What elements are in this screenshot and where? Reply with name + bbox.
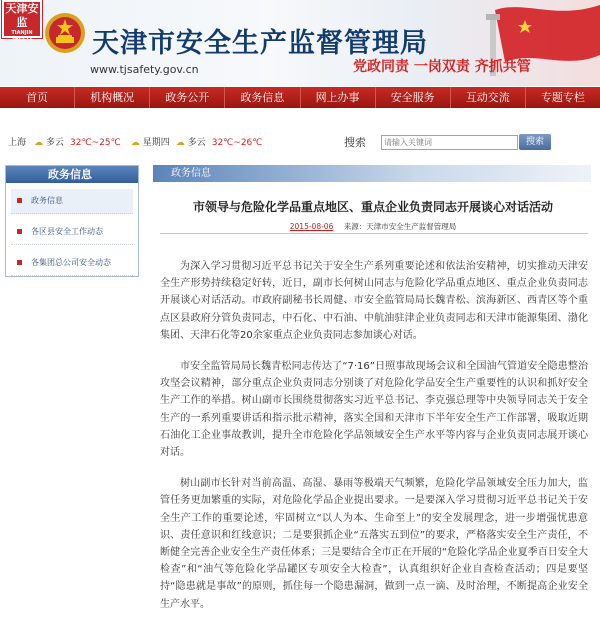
bullet-icon (17, 198, 22, 203)
weather-condition: 多云 (187, 138, 206, 148)
sun-cloud-icon: ☁ (34, 138, 44, 148)
sidebar-item-label: 各区县安全工作动态 (31, 227, 103, 236)
site-stamp-logo (2, 0, 42, 42)
sidebar-item-district-dynamics[interactable] (11, 220, 133, 245)
article-meta (153, 221, 593, 232)
search-input[interactable] (381, 135, 518, 150)
article-source: 来源：天津市安全生产监督管理局 (343, 222, 457, 231)
weather-condition: 多云 (46, 138, 65, 148)
sidebar-item-government-info[interactable] (11, 189, 133, 214)
article-paragraph: 为深入学习贯彻习近平总书记关于安全生产系列重要论述和依法治安精神，切实推动天津安全生产形势持续稳定好转，近日，副市长何树山同志与危险化学品重点地区、重点企业负责同志开展谈心对话活动。市政府副秘书长周健、市安全监管局局长魏青松、滨海新区、西青区等个重点区县政府分管负责同志，中石化、中石油、中航油驻津企业负责同志和天津市能源集团、渤化集团、天津石化等20余家重点企业负责同志参加谈心对话。 (160, 261, 588, 341)
bullet-icon (17, 260, 22, 265)
stamp-text: 天津安监 (5, 2, 39, 29)
stamp-subtext: TIANJIN SAFETY (11, 30, 33, 42)
sidebar-item-label: 各集团总公司安全动态 (31, 258, 111, 267)
weather-temperature: 32℃~26℃ (211, 138, 263, 148)
main-nav (0, 87, 600, 108)
sidebar-item-group-dynamics[interactable] (11, 251, 133, 276)
search-label: 搜索 (344, 136, 366, 149)
weather-temperature: 32℃~25℃ (70, 138, 121, 148)
sun-cloud-icon: ☁ (130, 138, 140, 148)
search-button[interactable]: 搜索 (519, 134, 551, 150)
breadcrumb (153, 165, 591, 182)
nav-government-info[interactable]: 政务信息 (225, 87, 300, 108)
nav-interaction[interactable]: 互动交流 (451, 87, 526, 108)
nav-government-affairs[interactable]: 政务公开 (150, 87, 225, 108)
nav-home[interactable]: 首页 (0, 87, 75, 108)
site-title: 天津市安全生产监督管理局 (92, 28, 428, 59)
article-body (160, 258, 588, 627)
nav-organization[interactable]: 机构概况 (75, 87, 150, 108)
breadcrumb-label: 政务信息 (171, 168, 211, 179)
nav-special-topics[interactable]: 专题专栏 (540, 91, 585, 104)
divider (160, 233, 588, 234)
sidebar-item-label: 政务信息 (31, 196, 63, 205)
header-banner (0, 0, 600, 86)
slogan: 党政同责 一岗双责 齐抓共管 (353, 59, 531, 75)
national-emblem-icon (44, 12, 86, 54)
nav-online-services[interactable]: 网上办事 (301, 87, 376, 108)
bullet-icon (17, 229, 22, 234)
sun-cloud-icon: ☁ (175, 138, 185, 148)
site-url: www.tjsafety.gov.cn (90, 63, 199, 76)
weather-day: 星期四 (142, 138, 170, 148)
article-paragraph: 市安全监管局局长魏青松同志传达了“7·16”日照事故现场会议和全国油气管道安全隐患整治攻坚会议精神，部分重点企业负责同志分别谈了对危险化学品安全生产重要性的认识和抓好安全生产工作的举措。树山副市长围绕贯彻落实习近平总书记、李克强总理等中央领导同志关于安全生产的一系列重要讲话和指示批示精神，落实全国和天津市下半年安全生产工作部署，吸取近期石油化工企业事故教训，提升全市危险化学品领域安全生产水平等内容与企业负责同志展开谈心对话。 (160, 361, 588, 459)
article-paragraph: 树山副市长针对当前高温、高湿、暴雨等极端天气频繁，危险化学品领域安全压力加大，监管任务更加繁重的实际，对危险化学品企业提出要求。一是要深入学习贯彻习近平总书记关于安全生产工作的重要论述，牢固树立“以人为本、生命至上”的安全发展理念，进一步增强忧患意识、责任意识和红线意识；二是要狠抓企业“五落实五到位”的要求，严格落实安全生产责任，不断健全完善企业安全生产责任体系；三是要结合全市正在开展的“危险化学品企业夏季百日安全大检查”和“油气等危险化学品罐区专项安全大检查”，认真组织好企业自查检查活动；四是要坚持“隐患就是事故”的原则，抓住每一个隐患漏洞，做到一点一滴、及时治理，不断提高企业安全生产水平。 (160, 478, 588, 610)
article-title: 市领导与危险化学品重点地区、重点企业负责同志开展谈心对话活动 (192, 200, 553, 214)
article-date: 2015-08-06 (289, 222, 334, 231)
nav-safety-services[interactable]: 安全服务 (376, 87, 451, 108)
sidebar-title: 政务信息 (6, 166, 138, 183)
weather-city: 上海 (8, 138, 27, 148)
sidebar (5, 165, 139, 277)
